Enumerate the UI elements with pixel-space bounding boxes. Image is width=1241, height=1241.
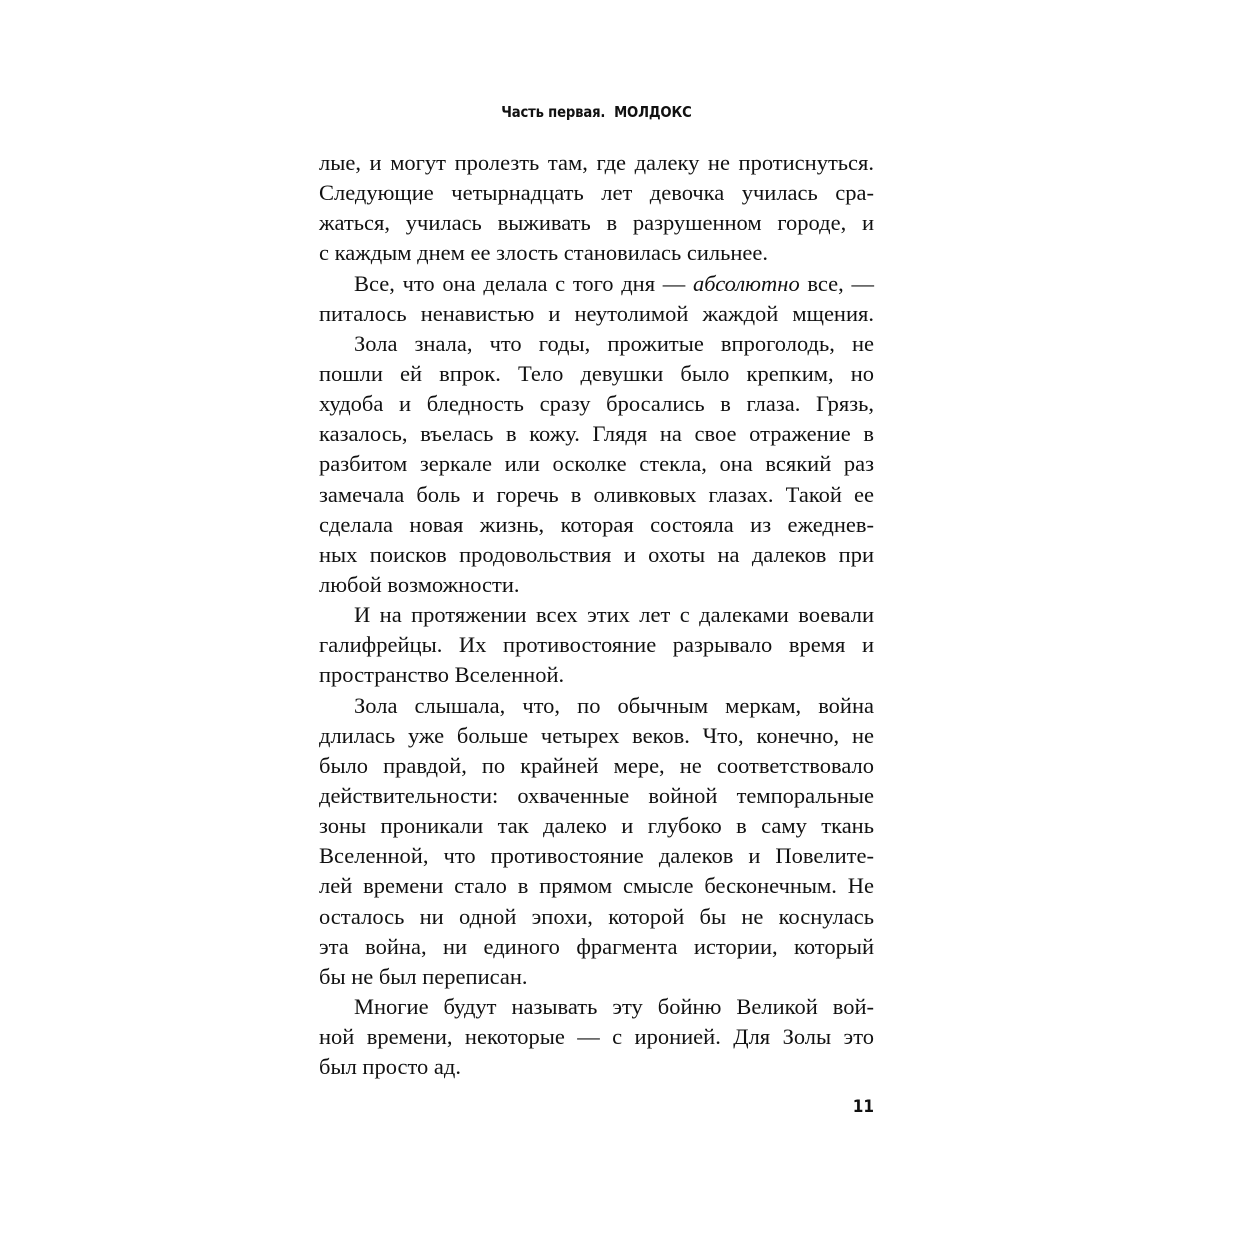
italic-emphasis: абсолютно <box>692 270 800 296</box>
text-line: действительности: охваченные войной темпоральные <box>319 782 874 808</box>
paragraph <box>319 992 874 1082</box>
text-line: осталось ни одной эпохи, которой бы не коснулась <box>319 903 874 929</box>
paragraph <box>319 269 874 329</box>
text-line: любой возможности. <box>319 571 520 597</box>
text-line: Зола знала, что годы, прожитые впроголодь, не <box>354 330 874 356</box>
text-line: был просто ад. <box>319 1054 461 1080</box>
page-number: 11 <box>852 1097 874 1117</box>
text-line <box>319 269 874 299</box>
text-line: эта война, ни единого фрагмента истории, который <box>319 933 874 959</box>
text-line: ных поисков продовольствия и охоты на далеков при <box>319 541 874 567</box>
running-head: Часть первая. МОЛДОКС <box>501 103 692 121</box>
text-line: пошли ей впрок. Тело девушки было крепким, но <box>319 360 874 386</box>
text-line: галифрейцы. Их противостояние разрывало время и <box>319 632 874 658</box>
text-line: казалось, въелась в кожу. Глядя на свое отражение в <box>319 421 874 447</box>
paragraph <box>319 148 874 269</box>
text-line: сделала новая жизнь, которая состояла из ежеднев- <box>319 511 874 537</box>
text-line: было правдой, по крайней мере, не соответствовало <box>319 752 874 778</box>
text-line: замечала боль и горечь в оливковых глазах. Такой ее <box>319 481 874 507</box>
text-line: лые, и могут пролезть там, где далеку не протиснуться. <box>319 150 874 175</box>
text-line: Следующие четырнадцать лет девочка училась сра- <box>319 180 874 206</box>
text-line: ной времени, некоторые — с иронией. Для Золы это <box>319 1024 874 1050</box>
text-run: все, — <box>807 270 874 296</box>
text-line: длилась уже больше четырех веков. Что, конечно, не <box>319 722 874 748</box>
text-line: разбитом зеркале или осколке стекла, она всякий раз <box>319 451 874 477</box>
text-line: Многие будут называть эту бойню Великой вой- <box>354 993 874 1019</box>
text-line: жаться, училась выживать в разрушенном городе, и <box>319 210 874 236</box>
text-line: бы не был переписан. <box>319 963 528 989</box>
text-line: лей времени стало в прямом смысле бесконечным. Не <box>319 873 874 899</box>
text-run: Все, что она делала с того дня — <box>354 270 686 296</box>
body-text <box>319 148 874 1082</box>
paragraph <box>319 691 874 992</box>
paragraph <box>319 329 874 600</box>
text-line: с каждым днем ее злость становилась сильнее. <box>319 240 769 266</box>
text-line: И на протяжении всех этих лет с далеками воевали <box>354 602 874 628</box>
text-line: худоба и бледность сразу бросались в глаза. Грязь, <box>319 391 874 417</box>
text-line: Зола слышала, что, по обычным меркам, война <box>354 692 874 718</box>
text-line: пространство Вселенной. <box>319 662 565 688</box>
paragraph <box>319 600 874 690</box>
text-line: питалось ненавистью и неутолимой жаждой мщения. <box>319 300 874 326</box>
text-line: Вселенной, что противостояние далеков и Повелите- <box>319 843 874 869</box>
text-line: зоны проникали так далеко и глубоко в саму ткань <box>319 813 874 839</box>
